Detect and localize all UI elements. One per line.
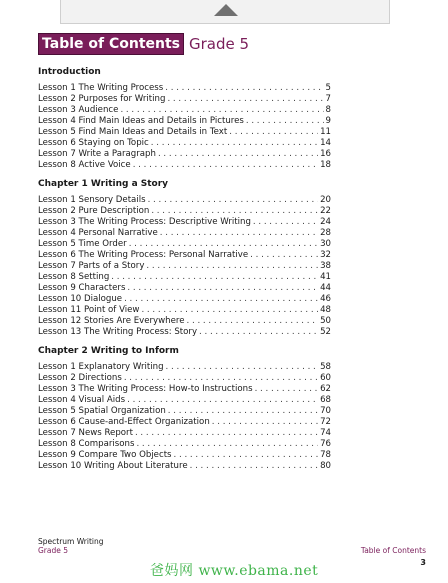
- dot-leader: [120, 105, 323, 116]
- lesson-page: 11: [320, 127, 331, 137]
- lesson-row[interactable]: [38, 228, 331, 239]
- lesson-page: 80: [320, 461, 331, 471]
- lesson-row[interactable]: [38, 461, 331, 472]
- lesson-page: 62: [320, 384, 331, 394]
- lesson-row[interactable]: [38, 195, 331, 206]
- lesson-page: 14: [320, 138, 331, 148]
- lesson-list: [38, 83, 331, 171]
- lesson-row[interactable]: [38, 316, 331, 327]
- lesson-row[interactable]: [38, 206, 331, 217]
- scroll-up-bar[interactable]: [60, 0, 390, 24]
- lesson-title: Lesson 6 Cause-and-Effect Organization: [38, 417, 210, 427]
- lesson-title: Lesson 8 Active Voice: [38, 160, 131, 170]
- lesson-title: Lesson 6 Staying on Topic: [38, 138, 149, 148]
- lesson-page: 24: [320, 217, 331, 227]
- lesson-page: 16: [320, 149, 331, 159]
- lesson-page: 9: [325, 116, 331, 126]
- lesson-row[interactable]: [38, 160, 331, 171]
- lesson-title: Lesson 9 Compare Two Objects: [38, 450, 172, 460]
- lesson-page: 22: [320, 206, 331, 216]
- lesson-title: Lesson 7 Write a Paragraph: [38, 149, 156, 159]
- lesson-page: 76: [320, 439, 331, 449]
- lesson-title: Lesson 6 The Writing Process: Personal Narrative: [38, 250, 249, 260]
- lesson-page: 52: [320, 327, 331, 337]
- lesson-page: 60: [320, 373, 331, 383]
- lesson-title: Lesson 1 The Writing Process: [38, 83, 164, 93]
- chapter-heading: Chapter 2 Writing to Inform: [38, 346, 179, 356]
- lesson-page: 50: [320, 316, 331, 326]
- lesson-title: Lesson 2 Purposes for Writing: [38, 94, 166, 104]
- dot-leader: [133, 160, 318, 171]
- lesson-title: Lesson 4 Visual Aids: [38, 395, 126, 405]
- lesson-row[interactable]: [38, 116, 331, 127]
- dot-leader: [250, 250, 318, 261]
- lesson-list: [38, 195, 331, 338]
- lesson-page: 46: [320, 294, 331, 304]
- lesson-row[interactable]: [38, 261, 331, 272]
- lesson-title: Lesson 3 The Writing Process: Descriptive Writing: [38, 217, 251, 227]
- chapter-heading: Chapter 1 Writing a Story: [38, 179, 169, 189]
- lesson-list: [38, 362, 331, 472]
- footer-section: Table of Contents: [360, 546, 426, 555]
- lesson-title: Lesson 1 Sensory Details: [38, 195, 146, 205]
- lesson-page: 41: [320, 272, 331, 282]
- dot-leader: [187, 316, 319, 327]
- lesson-title: Lesson 8 Setting: [38, 272, 110, 282]
- lesson-row[interactable]: [38, 217, 331, 228]
- lesson-title: Lesson 10 Writing About Literature: [38, 461, 188, 471]
- lesson-page: 72: [320, 417, 331, 427]
- dot-leader: [168, 406, 318, 417]
- dot-leader: [255, 384, 319, 395]
- lesson-title: Lesson 5 Find Main Ideas and Details in Text: [38, 127, 228, 137]
- dot-leader: [111, 272, 318, 283]
- dot-leader: [160, 228, 318, 239]
- lesson-page: 48: [320, 305, 331, 315]
- lesson-page: 74: [320, 428, 331, 438]
- dot-leader: [229, 127, 318, 138]
- dot-leader: [146, 261, 318, 272]
- dot-leader: [167, 94, 323, 105]
- lesson-page: 28: [320, 228, 331, 238]
- footer-left: [38, 537, 104, 555]
- lesson-row[interactable]: [38, 395, 331, 406]
- page-number: 3: [420, 558, 426, 567]
- lesson-title: Lesson 7 News Report: [38, 428, 133, 438]
- lesson-page: 7: [325, 94, 331, 104]
- lesson-row[interactable]: [38, 94, 331, 105]
- lesson-row[interactable]: [38, 83, 331, 94]
- lesson-row[interactable]: [38, 450, 331, 461]
- dot-leader: [129, 239, 318, 250]
- dot-leader: [151, 206, 318, 217]
- lesson-row[interactable]: [38, 272, 331, 283]
- lesson-page: 44: [320, 283, 331, 293]
- triangle-up-icon[interactable]: [214, 4, 238, 16]
- dot-leader: [166, 362, 319, 373]
- title-label: Table of Contents: [38, 33, 184, 55]
- lesson-page: 70: [320, 406, 331, 416]
- lesson-page: 68: [320, 395, 331, 405]
- lesson-title: Lesson 7 Parts of a Story: [38, 261, 145, 271]
- lesson-row[interactable]: [38, 294, 331, 305]
- dot-leader: [165, 83, 323, 94]
- dot-leader: [141, 305, 318, 316]
- dot-leader: [212, 417, 318, 428]
- lesson-title: Lesson 5 Spatial Organization: [38, 406, 166, 416]
- lesson-row[interactable]: [38, 138, 331, 149]
- lesson-title: Lesson 13 The Writing Process: Story: [38, 327, 198, 337]
- lesson-page: 20: [320, 195, 331, 205]
- lesson-page: 58: [320, 362, 331, 372]
- dot-leader: [148, 195, 318, 206]
- lesson-title: Lesson 5 Time Order: [38, 239, 127, 249]
- lesson-title: Lesson 2 Pure Description: [38, 206, 150, 216]
- page-title: [38, 34, 249, 54]
- watermark: 爸妈网 www.ebama.net: [150, 563, 319, 579]
- dot-leader: [158, 149, 318, 160]
- lesson-row[interactable]: [38, 384, 331, 395]
- lesson-title: Lesson 2 Directions: [38, 373, 122, 383]
- lesson-row[interactable]: [38, 127, 331, 138]
- lesson-row[interactable]: [38, 406, 331, 417]
- dot-leader: [135, 428, 318, 439]
- dot-leader: [127, 395, 318, 406]
- lesson-title: Lesson 9 Characters: [38, 283, 126, 293]
- lesson-row[interactable]: [38, 149, 331, 160]
- footer-grade: Grade 5: [38, 546, 69, 555]
- lesson-title: Lesson 4 Find Main Ideas and Details in Pictures: [38, 116, 244, 126]
- dot-leader: [127, 283, 318, 294]
- lesson-title: Lesson 11 Point of View: [38, 305, 140, 315]
- lesson-title: Lesson 1 Explanatory Writing: [38, 362, 164, 372]
- lesson-page: 8: [325, 105, 331, 115]
- footer-series: Spectrum Writing: [38, 537, 104, 546]
- lesson-row[interactable]: [38, 362, 331, 373]
- dot-leader: [174, 450, 319, 461]
- lesson-title: Lesson 8 Comparisons: [38, 439, 135, 449]
- lesson-title: Lesson 12 Stories Are Everywhere: [38, 316, 185, 326]
- lesson-title: Lesson 3 Audience: [38, 105, 119, 115]
- lesson-row[interactable]: [38, 239, 331, 250]
- dot-leader: [199, 327, 318, 338]
- dot-leader: [253, 217, 318, 228]
- lesson-title: Lesson 10 Dialogue: [38, 294, 123, 304]
- title-grade: Grade 5: [189, 35, 250, 53]
- lesson-page: 38: [320, 261, 331, 271]
- dot-leader: [190, 461, 318, 472]
- dot-leader: [124, 373, 318, 384]
- lesson-row[interactable]: [38, 428, 331, 439]
- lesson-page: 18: [320, 160, 331, 170]
- lesson-row[interactable]: [38, 373, 331, 384]
- lesson-row[interactable]: [38, 283, 331, 294]
- chapter-heading: Introduction: [38, 67, 101, 77]
- lesson-row[interactable]: [38, 417, 331, 428]
- dot-leader: [124, 294, 318, 305]
- lesson-title: Lesson 4 Personal Narrative: [38, 228, 158, 238]
- table-of-contents: [38, 66, 331, 479]
- lesson-row[interactable]: [38, 305, 331, 316]
- lesson-row[interactable]: [38, 439, 331, 450]
- lesson-page: 30: [320, 239, 331, 249]
- dot-leader: [151, 138, 318, 149]
- lesson-page: 78: [320, 450, 331, 460]
- lesson-title: Lesson 3 The Writing Process: How-to Instructions: [38, 384, 253, 394]
- lesson-row[interactable]: [38, 105, 331, 116]
- lesson-row[interactable]: [38, 250, 331, 261]
- lesson-page: 32: [320, 250, 331, 260]
- dot-leader: [246, 116, 324, 127]
- lesson-row[interactable]: [38, 327, 331, 338]
- dot-leader: [136, 439, 318, 450]
- lesson-page: 5: [325, 83, 331, 93]
